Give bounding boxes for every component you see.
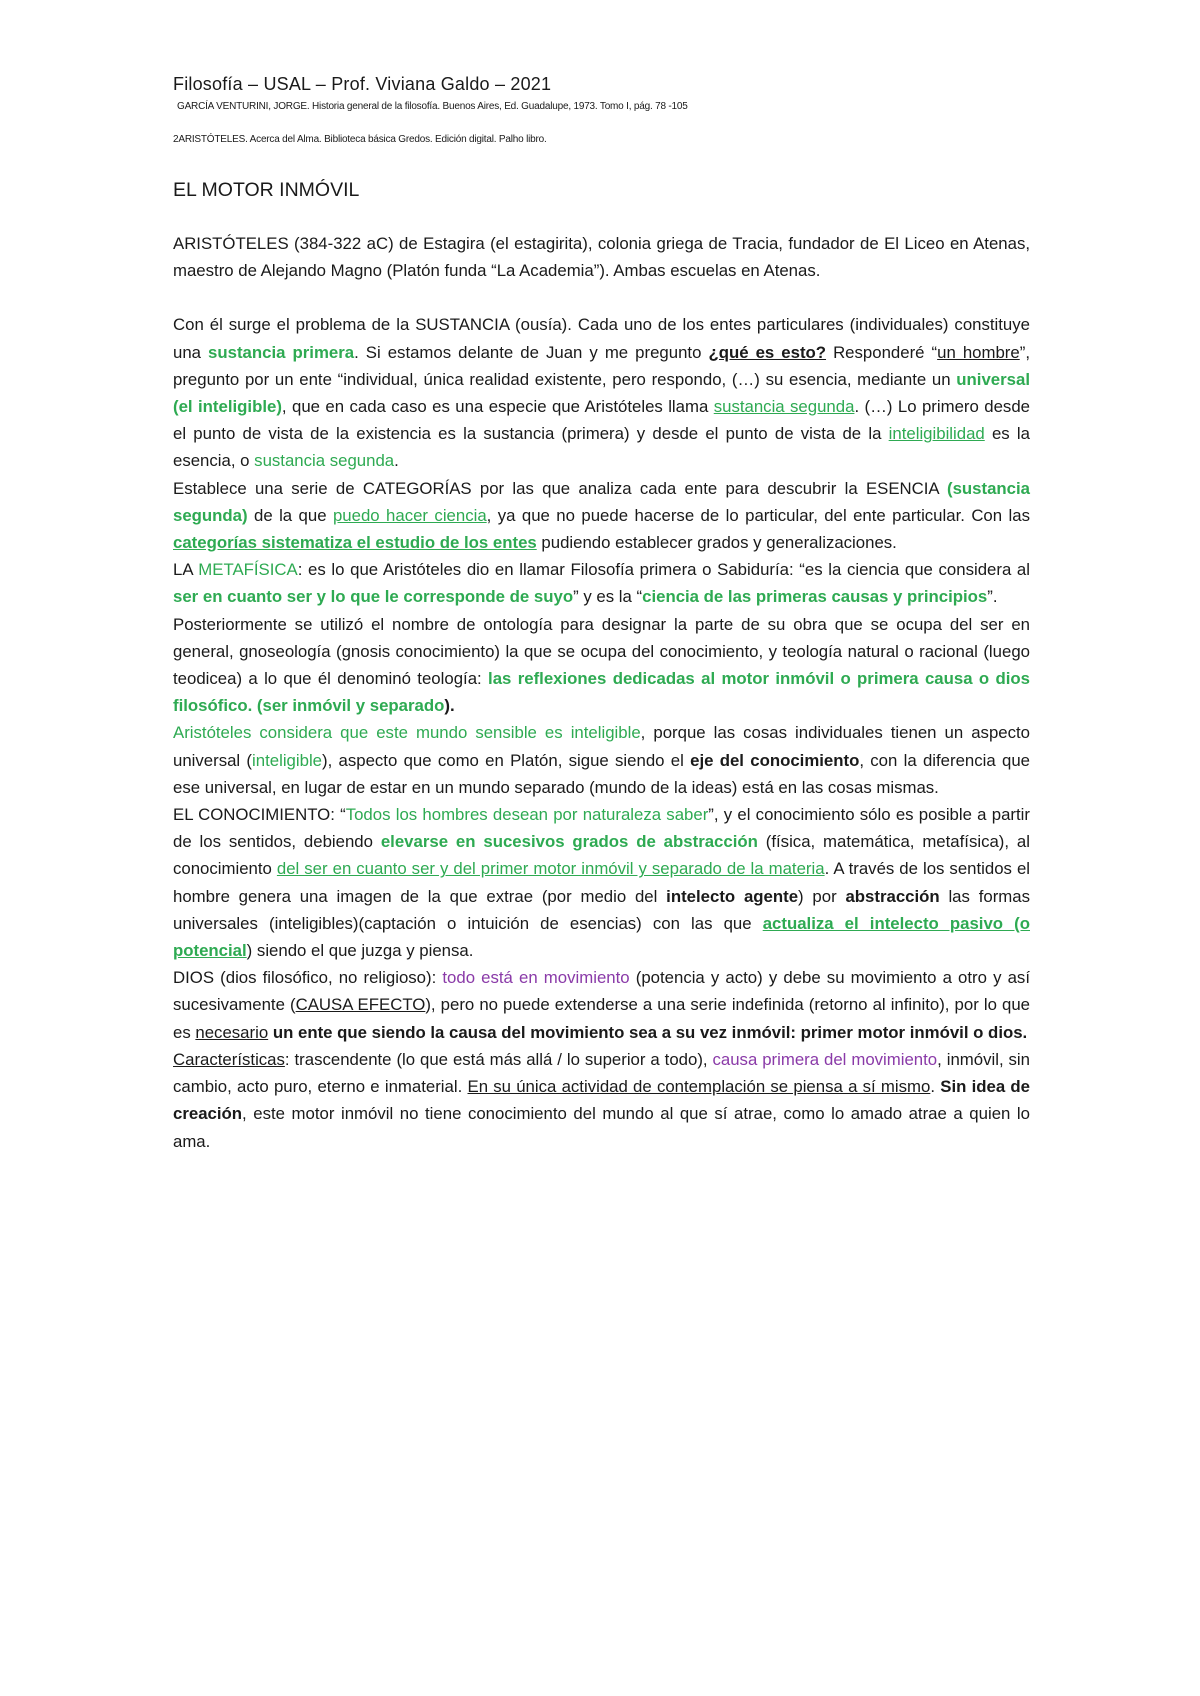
underline-un-hombre: un hombre (937, 342, 1020, 362)
bold-ente-inmovil: un ente que siendo la causa del movimiento sea a su vez inmóvil: primer motor inmóvil o dios. (268, 1022, 1028, 1042)
text-span: ), pero no puede extenderse a una serie indefinida (retorno al infinito), por lo que es (173, 995, 1030, 1042)
highlight-ser-en-cuanto-ser: ser en cuanto ser y lo que le corresponde de suyo (173, 587, 574, 607)
highlight-primeras-causas: ciencia de las primeras causas y principios (642, 587, 988, 607)
highlight-motor-inmovil: las reflexiones dedicadas al motor inmóvil o primera causa o dios filosófico. (ser inmóvil y separado (173, 669, 1031, 716)
underline-caracteristicas: Características (173, 1049, 285, 1069)
underline-necesario: necesario (195, 1022, 269, 1042)
text-span: , con la diferencia que ese universal, en lugar de estar en un mundo separado (mundo de la ideas) está en las cosas mismas. (173, 750, 1030, 797)
highlight-inteligible: inteligible (252, 750, 322, 770)
highlight-hacer-ciencia: puedo hacer ciencia (332, 505, 487, 525)
highlight-intelecto-pasivo: actualiza el intelecto pasivo (o potencial (173, 913, 1030, 961)
paragraph-categorias (173, 475, 1030, 557)
paragraph-metafisica (173, 556, 1030, 610)
text-span: : trascendente (lo que está más allá / lo superior a todo), (284, 1049, 713, 1069)
text-span: : es lo que Aristóteles dio en llamar Filosofía primera o Sabiduría: “es la ciencia que considera al (297, 560, 1030, 580)
text-span: ”. (987, 587, 998, 607)
highlight-grados-abstraccion: elevarse en sucesivos grados de abstracción (380, 832, 758, 852)
underline-causa-efecto: CAUSA EFECTO (295, 995, 426, 1015)
highlight-primer-motor: del ser en cuanto ser y del primer motor inmóvil y separado de la materia (276, 859, 825, 879)
text-span: las formas universales (inteligibles)(captación o intuición de esencias) con las que (173, 886, 1030, 933)
text-span: (física, matemática, metafísica), al conocimiento (173, 832, 1030, 879)
document-title: EL MOTOR INMÓVIL (173, 179, 360, 201)
bold-abstraccion: abstracción (845, 886, 940, 906)
text-span: , porque las cosas individuales tienen un aspecto universal ( (173, 723, 1031, 770)
text-span: de la que (247, 505, 333, 525)
text-span: , este motor inmóvil no tiene conocimiento del mundo al que sí atrae, como lo amado atrae a quien lo ama. (173, 1104, 1030, 1151)
highlight-metafisica: METAFÍSICA (198, 560, 298, 580)
text-span: . (394, 451, 399, 471)
highlight-universal: universal (el inteligible) (173, 369, 1030, 417)
highlight-sustancia-segunda: sustancia segunda (713, 397, 855, 417)
text-span: , inmóvil, sin cambio, acto puro, eterno e inmaterial. (173, 1049, 1030, 1097)
text-span: LA (173, 560, 199, 580)
text-span: , que en cada caso es una especie que Aristóteles llama (281, 397, 714, 417)
paragraph-caracteristicas (173, 1046, 1030, 1155)
paragraph-gap (173, 284, 1030, 311)
text-span: (potencia y acto) y debe su movimiento a otro y así sucesivamente ( (173, 968, 1030, 1015)
highlight-sustancia-primera: sustancia primera (208, 342, 355, 362)
highlight-categorias: categorías sistematiza el estudio de los entes (173, 533, 537, 553)
text-span: Responderé “ (826, 342, 938, 362)
highlight-sustancia-segunda-2: sustancia segunda (254, 451, 395, 471)
document-body (173, 230, 1030, 1155)
highlight-sustancia-segunda-3: (sustancia segunda) (173, 478, 1030, 525)
text-span: ” y es la “ (573, 587, 643, 607)
text-span: . A través de los sentidos el hombre genera una imagen de la que extrae (por medio del (173, 859, 1031, 906)
paragraph-ontologia (173, 611, 1030, 720)
text-span: ). (444, 696, 455, 716)
highlight-mundo-inteligible: Aristóteles considera que este mundo sensible es inteligible (173, 723, 641, 743)
text-span: Con él surge el problema de la SUSTANCIA (ousía). Cada uno de los entes particulares (individuales) constituye una (173, 315, 1030, 362)
text-span: es la esencia, o (173, 424, 1030, 471)
paragraph-aristoteles (173, 230, 1030, 284)
text-span: DIOS (dios filosófico, no religioso): (173, 968, 443, 988)
course-header: Filosofía – USAL – Prof. Viviana Galdo – 2021 (173, 74, 552, 94)
text-span: , ya que no puede hacerse de lo particular, del ente particular. Con las (486, 505, 1030, 525)
paragraph-mundo-sensible (173, 719, 1030, 801)
text-span: Posteriormente se utilizó el nombre de ontología para designar la parte de su obra que se ocupa del ser en general, gnoseología (gnosis conocimiento) la que se ocupa del conocimiento, y teología natural o racional (luego teodicea) a lo que él denominó teología: (173, 614, 1030, 689)
highlight-todos-los-hombres: Todos los hombres desean por naturaleza saber (345, 805, 709, 825)
text-span: pudiendo establecer grados y generalizaciones. (536, 533, 897, 553)
highlight-movimiento: todo está en movimiento (442, 968, 630, 988)
text-span: . (…) Lo primero desde el punto de vista de la existencia es la sustancia (primera) y desde el punto de vista de la (173, 397, 1030, 444)
text-span: ARISTÓTELES (384-322 aC) de Estagira (el estagirita), colonia griega de Tracia, fundador de El Liceo en Atenas, maestro de Alejando Magno (Platón funda “La Academia”). Ambas escuelas en Atenas. (173, 234, 1030, 281)
text-span: . (930, 1077, 941, 1097)
text-span: ”, y el conocimiento sólo es posible a partir de los sentidos, debiendo (173, 805, 1030, 852)
text-span: EL CONOCIMIENTO: “ (173, 805, 346, 825)
underline-que-es-esto: ¿qué es esto? (708, 342, 827, 362)
text-span: ) por (798, 886, 846, 906)
text-span: . Si estamos delante de Juan y me pregunto (354, 342, 709, 362)
bold-eje-conocimiento: eje del conocimiento (690, 750, 860, 770)
highlight-causa-primera: causa primera del movimiento (712, 1049, 938, 1069)
text-span: Establece una serie de CATEGORÍAS por las que analiza cada ente para descubrir la ESENCIA (173, 478, 947, 498)
bold-intelecto-agente: intelecto agente (666, 886, 799, 906)
text-span: ) siendo el que juzga y piensa. (246, 941, 474, 961)
text-span: ”, pregunto por un ente “individual, única realidad existente, pero respondo, (…) su esencia, mediante un (173, 342, 1030, 389)
highlight-inteligibilidad: inteligibilidad (888, 424, 985, 444)
bibliography-ref-2: 2ARISTÓTELES. Acerca del Alma. Biblioteca básica Gredos. Edición digital. Palho libro. (173, 134, 547, 145)
bibliography-ref-1: GARCÍA VENTURINI, JORGE. Historia general de la filosofía. Buenos Aires, Ed. Guadalupe, 1973. Tomo I, pág. 78 -105 (177, 101, 688, 112)
paragraph-dios (173, 964, 1030, 1046)
paragraph-conocimiento (173, 801, 1030, 964)
paragraph-sustancia (173, 311, 1030, 474)
bold-sin-idea-creacion: Sin idea de creación (173, 1077, 1030, 1124)
text-span: ), aspecto que como en Platón, sigue siendo el (322, 750, 691, 770)
underline-contemplacion: En su única actividad de contemplación se piensa a sí mismo (467, 1077, 931, 1097)
